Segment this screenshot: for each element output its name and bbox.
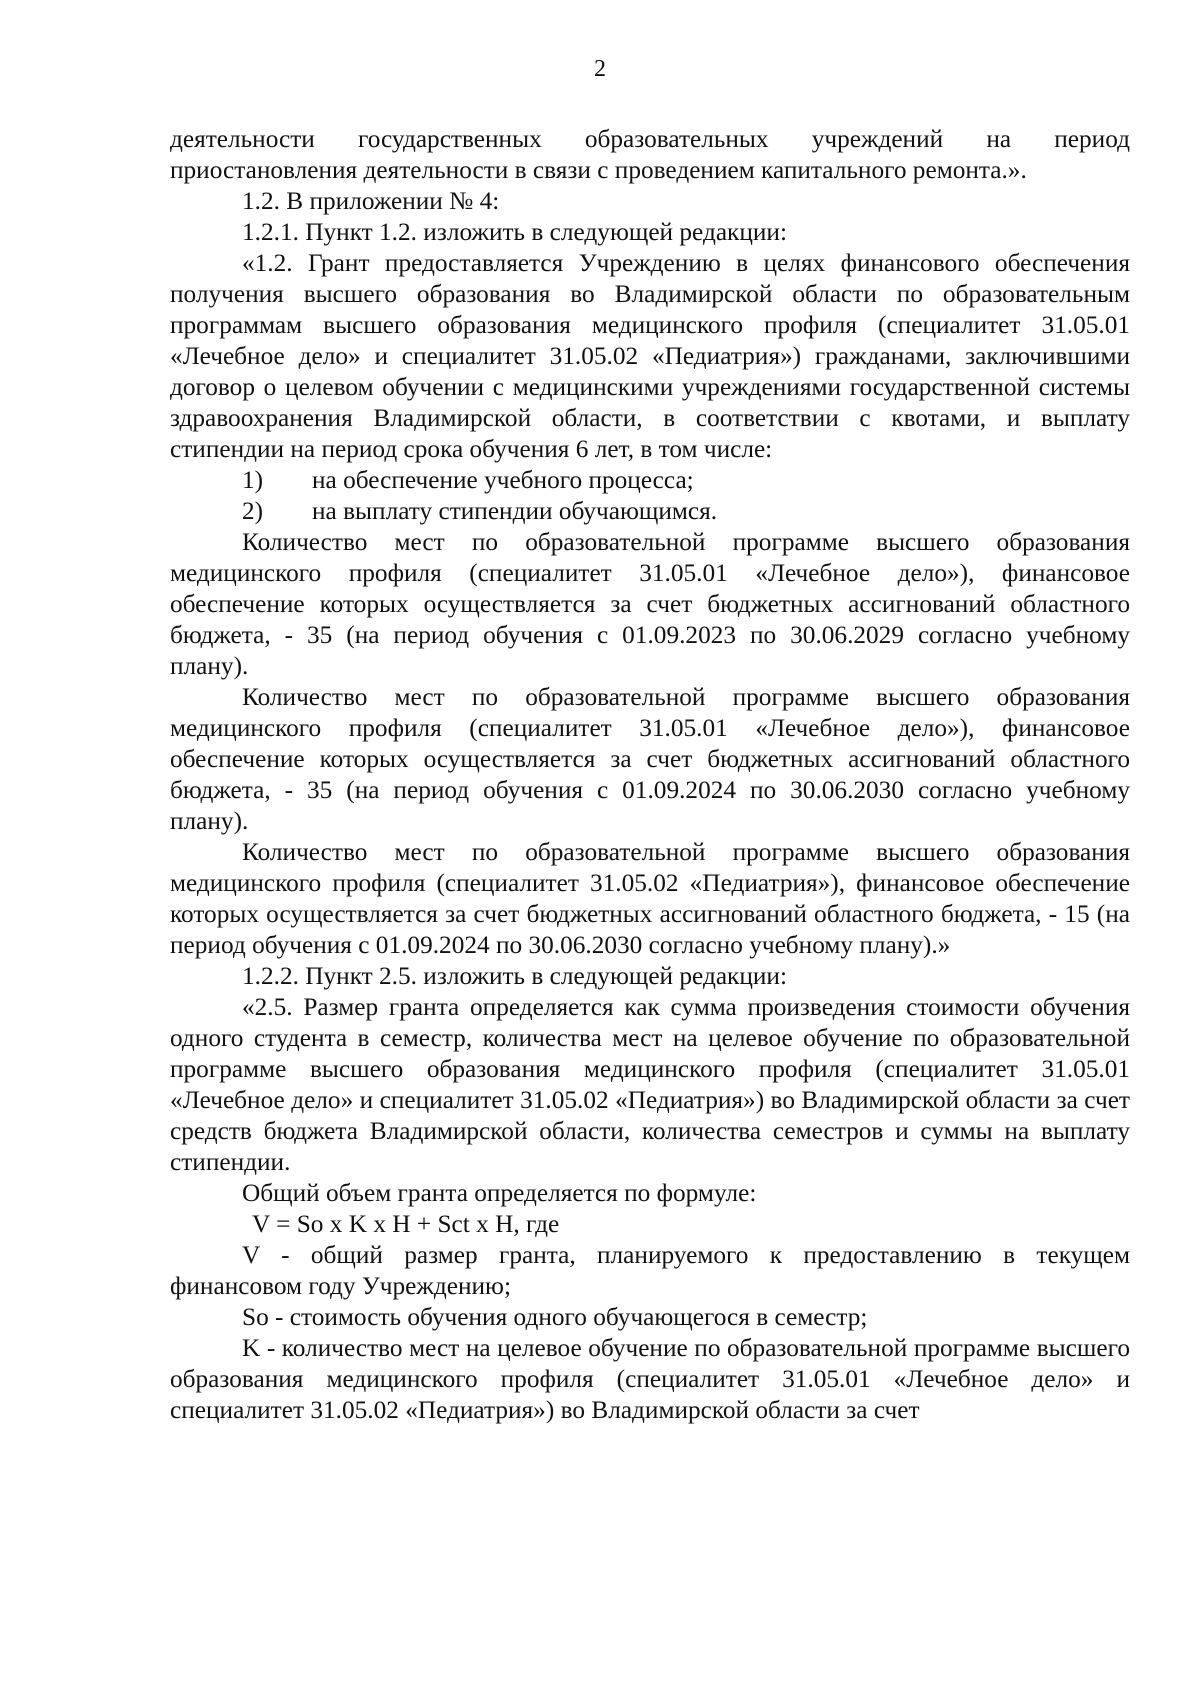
document-body [170,124,1130,1426]
paragraph-definition-so: So - стоимость обучения одного обучающегося в семестр; [242,1303,868,1331]
list-item [170,496,1130,527]
paragraph-section-1-2: 1.2. В приложении № 4: [242,187,500,215]
formula: V = So x K x H + Sct x H, где [252,1210,560,1238]
paragraph-clause-1-2: «1.2. Грант предоставляется Учреждению в целях финансового обеспечения получения высшего образования во Владимирской области по образовательным программам высшего образования медицинского профиля (специалитет 31.05.01 «Лечебное дело» и специалитет 31.05.02 «Педиатрия») гражданами, заключившими договор о целевом обучении с медицинскими учреждениями государственной системы здравоохранения Владимирской области, в соответствии с квотами, и выплату стипендии на период срока обучения 6 лет, в том числе: [170,249,1130,463]
paragraph-definition-k: K - количество мест на целевое обучение по образовательной программе высшего образования медицинского профиля (специалитет 31.05.01 «Лечебное дело» и специалитет 31.05.02 «Педиатрия») во Владимирской области за счет [170,1334,1130,1424]
paragraph-definition-v: V - общий размер гранта, планируемого к предоставлению в текущем финансовом году Учреждению; [170,1241,1130,1300]
paragraph-places-2024-lechebnoe: Количество мест по образовательной программе высшего образования медицинского профиля (специалитет 31.05.01 «Лечебное дело»), финансовое обеспечение которых осуществляется за счет бюджетных ассигнований областного бюджета, - 35 (на период обучения с 01.09.2024 по 30.06.2030 согласно учебному плану). [170,683,1130,835]
paragraph-section-1-2-2: 1.2.2. Пункт 2.5. изложить в следующей редакции: [242,962,787,990]
paragraph-clause-2-5: «2.5. Размер гранта определяется как сумма произведения стоимости обучения одного студента в семестр, количества мест на целевое обучение по образовательной программе высшего образования медицинского профиля (специалитет 31.05.01 «Лечебное дело» и специалитет 31.05.02 «Педиатрия») во Владимирской области за счет средств бюджета Владимирской области, количества семестров и суммы на выплату стипендии. [170,993,1130,1176]
paragraph-formula-intro: Общий объем гранта определяется по формуле: [242,1179,757,1207]
list-item-text: на выплату стипендии обучающимся. [312,497,718,525]
paragraph-section-1-2-1: 1.2.1. Пункт 1.2. изложить в следующей редакции: [242,218,787,246]
paragraph-places-2024-pediatria: Количество мест по образовательной программе высшего образования медицинского профиля (специалитет 31.05.02 «Педиатрия»), финансовое обеспечение которых осуществляется за счет бюджетных ассигнований областного бюджета, - 15 (на период обучения с 01.09.2024 по 30.06.2030 согласно учебному плану).» [170,838,1130,959]
list-item-number: 2) [242,497,264,525]
page-number: 2 [594,56,606,82]
paragraph-places-2023: Количество мест по образовательной программе высшего образования медицинского профиля (специалитет 31.05.01 «Лечебное дело»), финансовое обеспечение которых осуществляется за счет бюджетных ассигнований областного бюджета, - 35 (на период обучения с 01.09.2023 по 30.06.2029 согласно учебному плану). [170,528,1130,680]
list-item-number: 1) [242,466,264,494]
list-item-text: на обеспечение учебного процесса; [312,466,694,494]
paragraph-continuation: деятельности государственных образовательных учреждений на период приостановления деятельности в связи с проведением капитального ремонта.». [170,125,1130,184]
list-item [170,465,1130,496]
